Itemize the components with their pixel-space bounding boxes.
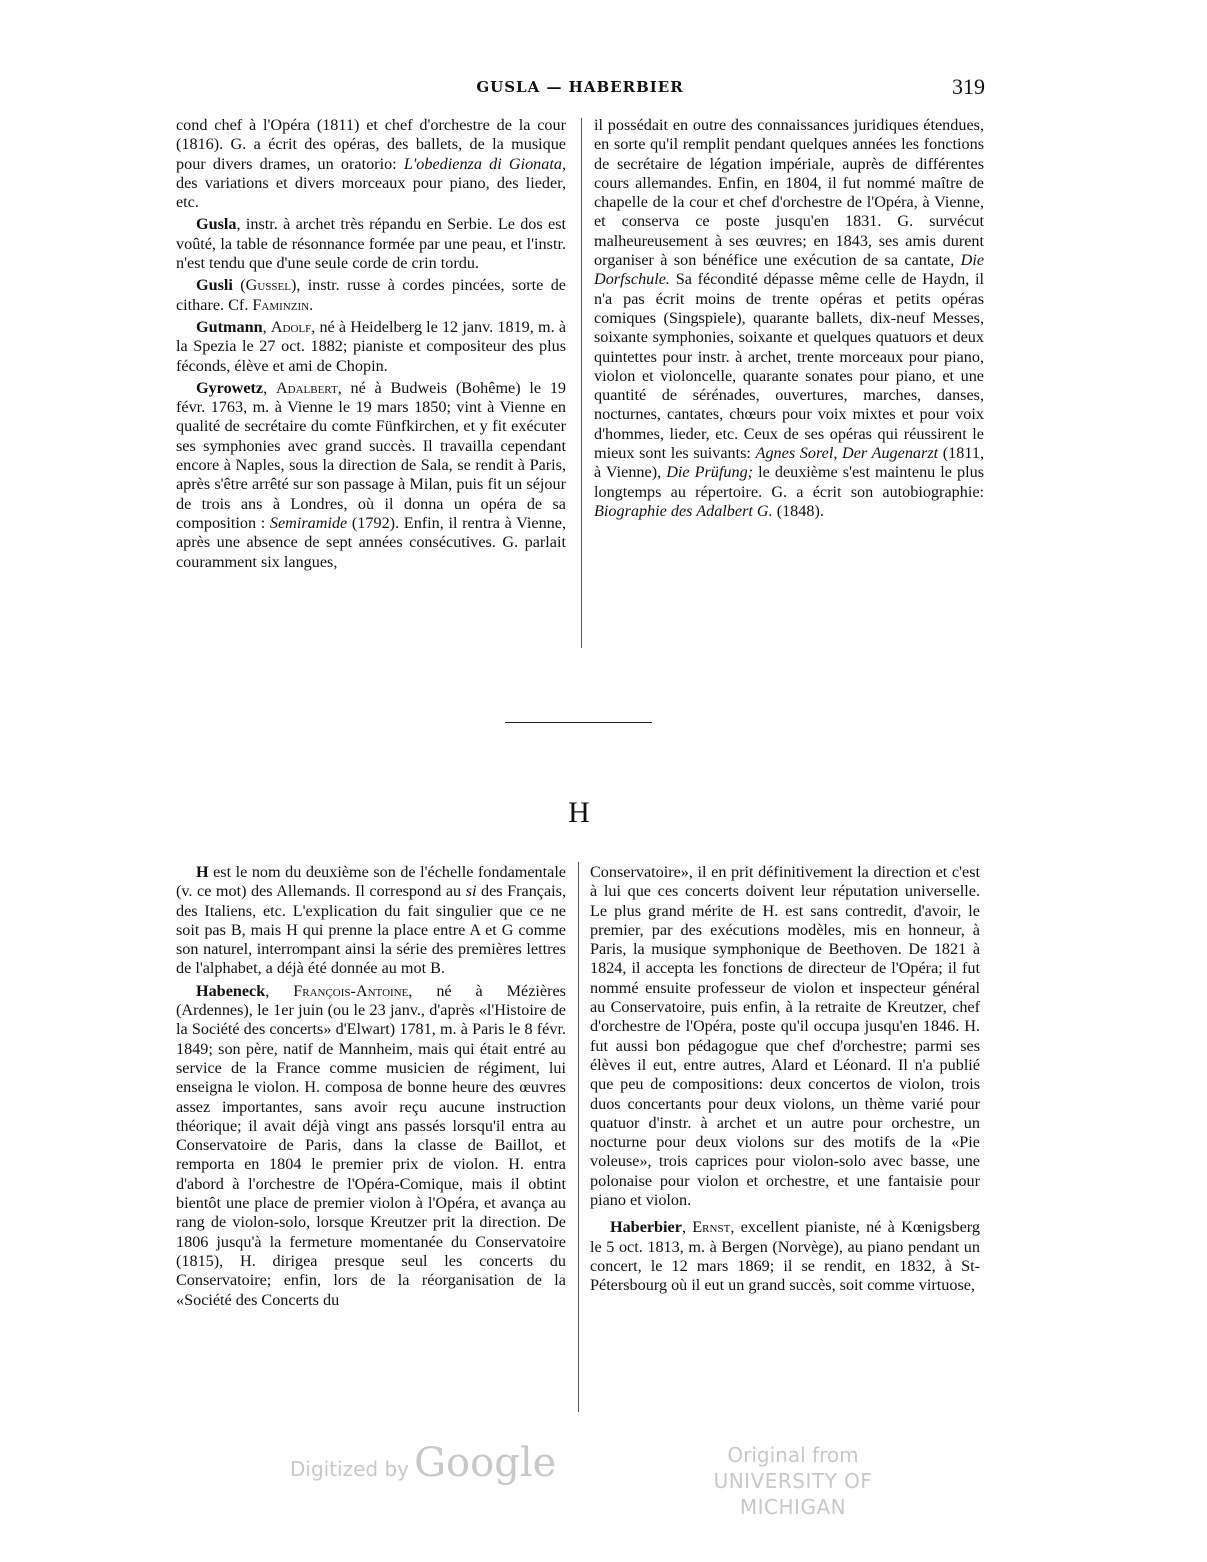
headword: Gusla	[196, 215, 237, 234]
entry-habeneck: Habeneck, François-Antoine, né à Mézières (Ardennes), le 1er juin (ou le 23 janv., d'après «l'Histoire de la Société des concerts» d'Elwart) 1781, m. à Paris le 8 févr. 1849; son père, natif de Mannheim, mais qui était entré au service de la France comme musicien de régiment, lui enseigna le violon. H. composa de bonne heure des œuvres assez importantes, sans avoir reçu aucune instruction théorique; il avait déjà vingt ans passés lorsqu'il entra au Conservatoire de Paris, dans la classe de Baillot, et remporta en 1804 le premier prix de violon. H. entra d'abord à l'orchestre de l'Opéra-Comique, mais il obtint bientôt une place de premier violon à l'Opéra, et avança au rang de violon-solo, lorsque Kreutzer prit la direction. De 1806 jusqu'à la fermeture momentanée du Conservatoire (1815), H. dirigea presque seul les concerts du Conservatoire; enfin, lors de la réorganisation de la «Société des Concerts du	[176, 981, 566, 1309]
running-head: GUSLA — HABERBIER	[476, 78, 684, 96]
digitized-by-label: Digitized by Google	[290, 1440, 557, 1486]
entry-gusla: Gusla, instr. à archet très répandu en Serbie. Le dos est voûté, la table de résonnance formée par une peau, et l'instr. n'est tendu que d'une seule corde de crin tordu.	[176, 215, 566, 273]
section-separator	[505, 722, 652, 723]
top-left-column	[176, 116, 566, 572]
paragraph-continued: il possédait en outre des connaissances juridiques étendues, en sorte qu'il remplit pendant quelques années les fonctions de secrétaire de légation impériale, auprès de différentes cours allemandes. Enfin, en 1804, il fut nommé maître de chapelle de la cour et chef d'orchestre de l'Opéra, à Vienne, et conserva ce poste jusqu'en 1831. G. survécut malheureusement à ses œuvres; en 1843, ses amis durent organiser à son bénéfice une exécution de sa cantate, Die Dorfschule. Sa fécondité dépasse même celle de Haydn, il n'a pas écrit moins de trente opéras et petits opéras comiques (Singspiele), quarante ballets, dix-neuf Messes, soixante symphonies, soixante et quelques quatuors et deux quintettes pour instr. à archet, trente morceaux pour piano, violon et violoncelle, quarante sonates pour piano, et une quantité de sérénades, ouvertures, marches, danses, nocturnes, cantates, chœurs pour voix mixtes et pour voix d'hommes, lieder, etc. Ceux de ses opéras qui réussirent le mieux sont les suivants: Agnes Sorel, Der Augenarzt (1811, à Vienne), Die Prüfung; le deuxième s'est maintenu le plus longtemps au répertoire. G. a écrit son autobiographie: Biographie des Adalbert G. (1848).	[594, 116, 984, 520]
column-divider	[578, 862, 579, 1412]
work-title: Die Prüfung;	[666, 463, 754, 482]
work-title: Biographie des Adalbert G.	[594, 501, 773, 520]
page-header	[175, 74, 985, 102]
entry-gutmann: Gutmann, Adolf, né à Heidelberg le 12 janv. 1819, m. à la Spezia le 27 oct. 1882; pianiste et compositeur des plus féconds, élève et ami de Chopin.	[176, 317, 567, 375]
entry-gusli: Gusli (Gussel), instr. russe à cordes pincées, sorte de cithare. Cf. Faminzin.	[176, 276, 566, 314]
work-title: L'obedienza di Gionata,	[403, 154, 566, 173]
section-heading: H	[568, 796, 592, 829]
google-logo: Google	[414, 1440, 557, 1486]
headword: Gutmann	[196, 317, 263, 336]
column-divider	[581, 118, 582, 648]
top-right-column	[594, 116, 984, 521]
page-number: 319	[952, 74, 985, 99]
original-source-label: Original from UNIVERSITY OF MICHIGAN	[713, 1443, 873, 1519]
digitization-watermark	[0, 1440, 1207, 1519]
headword: Gyrowetz	[196, 378, 264, 397]
headword: Habeneck	[196, 981, 266, 1000]
work-title: Die Dorfschule.	[594, 251, 984, 289]
cross-reference: Faminzin	[252, 295, 310, 314]
bottom-left-column	[176, 863, 566, 1310]
headword: Haberbier	[610, 1218, 682, 1237]
paragraph-continued: Conservatoire», il en prit définitivement la direction et c'est à lui que ces concerts doivent leur réputation universelle. Le plus grand mérite de H. est sans contredit, d'avoir, le premier, par des exécutions modèles, mis en honneur, à Paris, la musique symphonique de Beethoven. De 1821 à 1824, il accepta les fonctions de directeur de l'Opéra; il fut nommé ensuite professeur de violon et inspecteur général au Conservatoire, puis enfin, à la retraite de Kreutzer, chef d'orchestre de l'Opéra, poste qu'il occupa jusqu'en 1846. H. fut aussi bon pédagogue que chef d'orchestre; parmi ses élèves il eut, entre autres, Alard et Léonard. Il n'a publié que peu de compositions: deux concertos de violon, trois duos concertants pour deux violons, un thème varié pour quatuor d'instr. à archet et un autre pour orchestre, un nocturne pour deux violons sur des motifs de la «Pie voleuse», trois caprices pour violon-solo avec basse, une polonaise pour violon et orchestre, et une fantaisie pour piano et violon.	[590, 863, 980, 1210]
headword: Gusli	[196, 276, 233, 295]
entry-gyrowetz: Gyrowetz, Adalbert, né à Budweis (Bohême) le 19 févr. 1763, m. à Vienne le 19 mars 1850; vint à Vienne en qualité de secrétaire du comte Fünfkirchen, et y fit exécuter ses symphonies avec grand succès. Il travailla cependant encore à Naples, sous la direction de Sala, se rendit à Paris, après s'être arrêté sur son passage à Milan, puis fit un séjour de trois ans à Londres, où il donna un opéra de sa composition : Semiramide (1792). Enfin, il rentra à Vienne, après une absence de sept années consécutives. G. parlait couramment six langues,	[176, 378, 567, 571]
entry-h: H est le nom du deuxième son de l'échelle fondamentale (v. ce mot) des Allemands. Il correspond au si des Français, des Italiens, etc. L'explication du fait singulier que ce ne soit pas B, mais H qui prenne la place entre A et G comme son naturel, interrompant ainsi la série des premières lettres de l'alphabet, a déjà été donnée au mot B.	[176, 863, 567, 978]
work-title: Semiramide	[269, 513, 348, 532]
headword: H	[196, 863, 209, 881]
work-title: Agnes Sorel, Der Augenarzt	[755, 444, 939, 463]
paragraph-continued: cond chef à l'Opéra (1811) et chef d'orchestre de la cour (1816). G. a écrit des opéras, des ballets, de la musique pour divers drames, un oratorio: L'obedienza di Gionata, des variations et divers morceaux pour piano, des lieder, etc.	[176, 116, 566, 212]
bottom-right-column	[590, 863, 980, 1296]
entry-haberbier: Haberbier, Ernst, excellent pianiste, né à Kœnigsberg le 5 oct. 1813, m. à Bergen (Norvège), au piano pendant un concert, le 12 mars 1869; il se rendit, en 1832, à St-Pétersbourg où il eut un grand succès, soit comme virtuose,	[590, 1218, 980, 1295]
